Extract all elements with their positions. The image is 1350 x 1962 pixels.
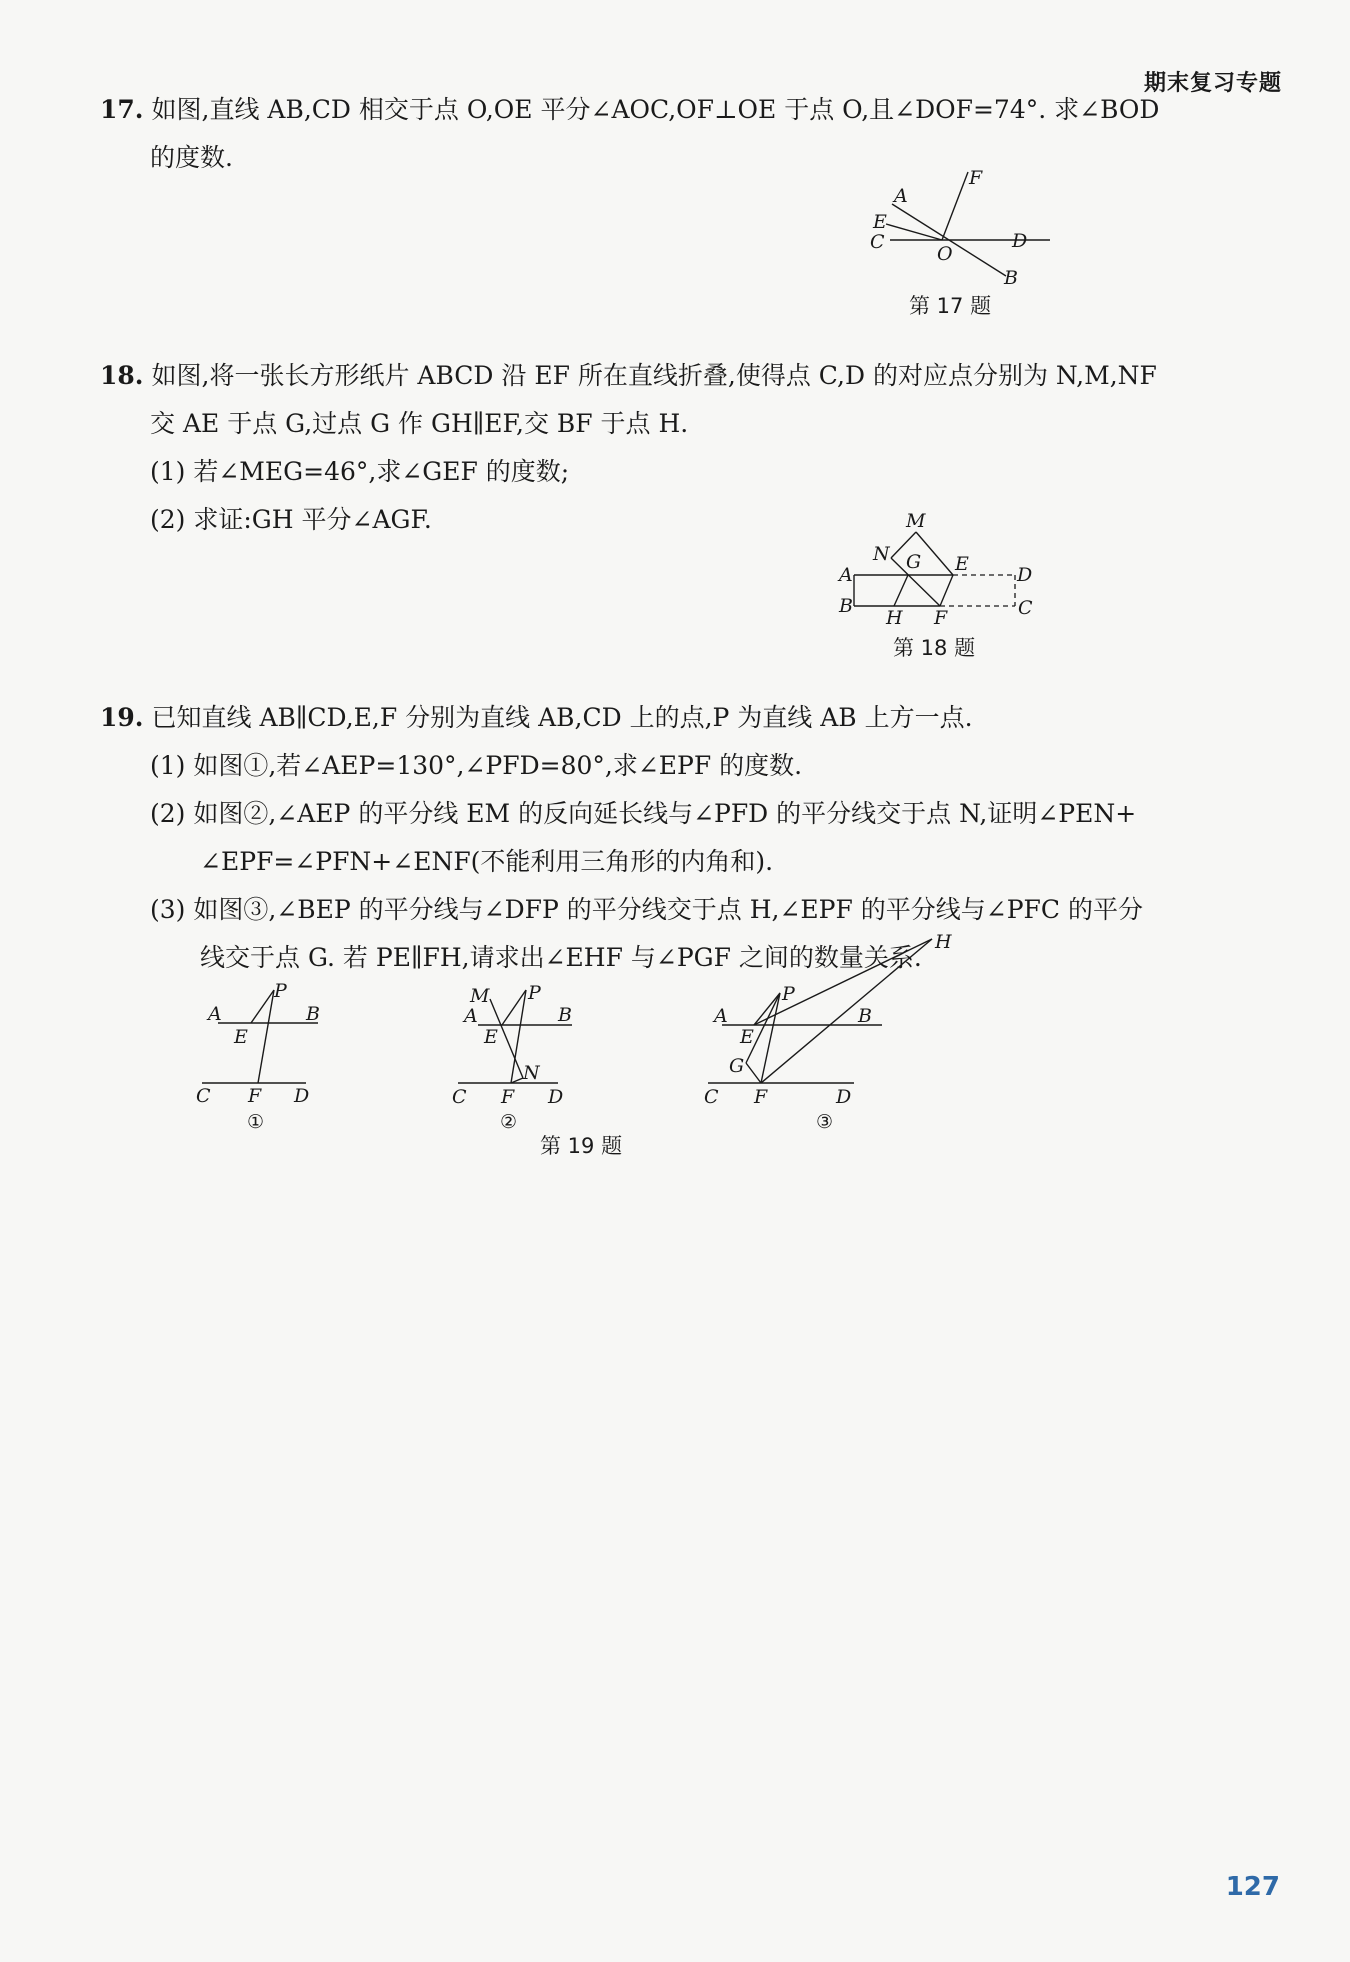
question-text: 如图,将一张长方形纸片 ABCD 沿 EF 所在直线折叠,使得点 C,D 的对应点分别为 N,M,NF xyxy=(151,361,1157,390)
label-a: A xyxy=(208,1003,222,1025)
ray-oe xyxy=(886,224,942,240)
label-e: E xyxy=(740,1026,754,1048)
label-f: F xyxy=(501,1086,515,1108)
figure-18-caption: 第 18 题 xyxy=(893,636,976,660)
question-text: 已知直线 AB∥CD,E,F 分别为直线 AB,CD 上的点,P 为直线 AB 上方一点. xyxy=(151,703,973,732)
label-d: D xyxy=(294,1085,310,1107)
sub-question-3-cont: 线交于点 G. 若 PE∥FH,请求出∠EHF 与∠PGF 之间的数量关系. xyxy=(200,943,922,972)
question-17 xyxy=(100,86,1290,182)
label-c: C xyxy=(1018,597,1033,619)
label-a: A xyxy=(839,564,853,586)
label-d: D xyxy=(1017,564,1033,586)
sub-question-2: (2) 求证:GH 平分∠AGF. xyxy=(150,505,432,534)
label-n: N xyxy=(873,543,890,565)
label-g: G xyxy=(729,1055,745,1077)
label-n: N xyxy=(523,1062,540,1084)
label-p: P xyxy=(274,980,287,1002)
label-e: E xyxy=(234,1026,248,1048)
figure-17-caption: 第 17 题 xyxy=(909,294,992,318)
question-text: 如图,直线 AB,CD 相交于点 O,OE 平分∠AOC,OF⊥OE 于点 O,且∠DOF=74°. 求∠BOD xyxy=(151,95,1160,124)
label-b: B xyxy=(306,1003,320,1025)
label-e: E xyxy=(955,553,969,575)
figure-label-1: ① xyxy=(247,1111,265,1133)
figure-17 xyxy=(860,160,1060,294)
question-18 xyxy=(100,352,1290,544)
label-b: B xyxy=(558,1004,572,1026)
label-p: P xyxy=(782,983,795,1005)
page-number: 127 xyxy=(1225,1872,1280,1902)
figure-19-caption: 第 19 题 xyxy=(540,1134,623,1158)
question-text-cont: 的度数. xyxy=(150,143,233,172)
question-number: 19. xyxy=(100,703,144,732)
label-f: F xyxy=(969,167,983,189)
question-number: 17. xyxy=(100,95,144,124)
label-h: H xyxy=(886,607,903,628)
sub-question-1: (1) 如图①,若∠AEP=130°,∠PFD=80°,求∠EPF 的度数. xyxy=(150,751,803,780)
question-text-cont: 交 AE 于点 G,过点 G 作 GH∥EF,交 BF 于点 H. xyxy=(150,409,689,438)
figure-label-2: ② xyxy=(500,1111,518,1133)
label-e: E xyxy=(873,211,887,233)
label-c: C xyxy=(870,231,885,253)
question-19 xyxy=(100,694,1290,982)
label-f: F xyxy=(934,607,948,628)
sub-question-3: (3) 如图③,∠BEP 的平分线与∠DFP 的平分线交于点 H,∠EPF 的平分线与∠PFC 的平分 xyxy=(150,895,1143,924)
label-f: F xyxy=(248,1085,262,1107)
label-f: F xyxy=(754,1086,768,1108)
question-number: 18. xyxy=(100,361,144,390)
label-d: D xyxy=(548,1086,564,1108)
figure-19-1 xyxy=(190,975,330,1149)
label-b: B xyxy=(1004,267,1018,289)
label-m: M xyxy=(906,510,926,532)
sub-question-2-cont: ∠EPF=∠PFN+∠ENF(不能利用三角形的内角和). xyxy=(200,847,774,876)
label-b: B xyxy=(839,595,853,617)
figure-19-2 xyxy=(450,975,590,1149)
label-o: O xyxy=(937,243,953,265)
label-m: M xyxy=(470,985,490,1007)
label-a: A xyxy=(714,1005,728,1027)
label-a: A xyxy=(894,185,908,207)
label-c: C xyxy=(196,1085,211,1107)
ray-of xyxy=(942,172,968,240)
figure-label-3: ③ xyxy=(816,1111,834,1133)
label-e: E xyxy=(484,1026,498,1048)
label-c: C xyxy=(452,1086,467,1108)
label-d: D xyxy=(1012,230,1028,252)
label-g: G xyxy=(906,551,922,573)
label-a: A xyxy=(464,1005,478,1027)
figure-19-3 xyxy=(700,925,960,1149)
sub-question-1: (1) 若∠MEG=46°,求∠GEF 的度数; xyxy=(150,457,570,486)
figure-18 xyxy=(830,508,1050,632)
label-c: C xyxy=(704,1086,719,1108)
sub-question-2: (2) 如图②,∠AEP 的平分线 EM 的反向延长线与∠PFD 的平分线交于点 N,证明∠PEN+ xyxy=(150,799,1137,828)
section-title: 期末复习专题 xyxy=(1143,71,1282,96)
label-p: P xyxy=(528,982,541,1004)
label-b: B xyxy=(858,1005,872,1027)
label-d: D xyxy=(836,1086,852,1108)
label-h: H xyxy=(935,931,952,953)
